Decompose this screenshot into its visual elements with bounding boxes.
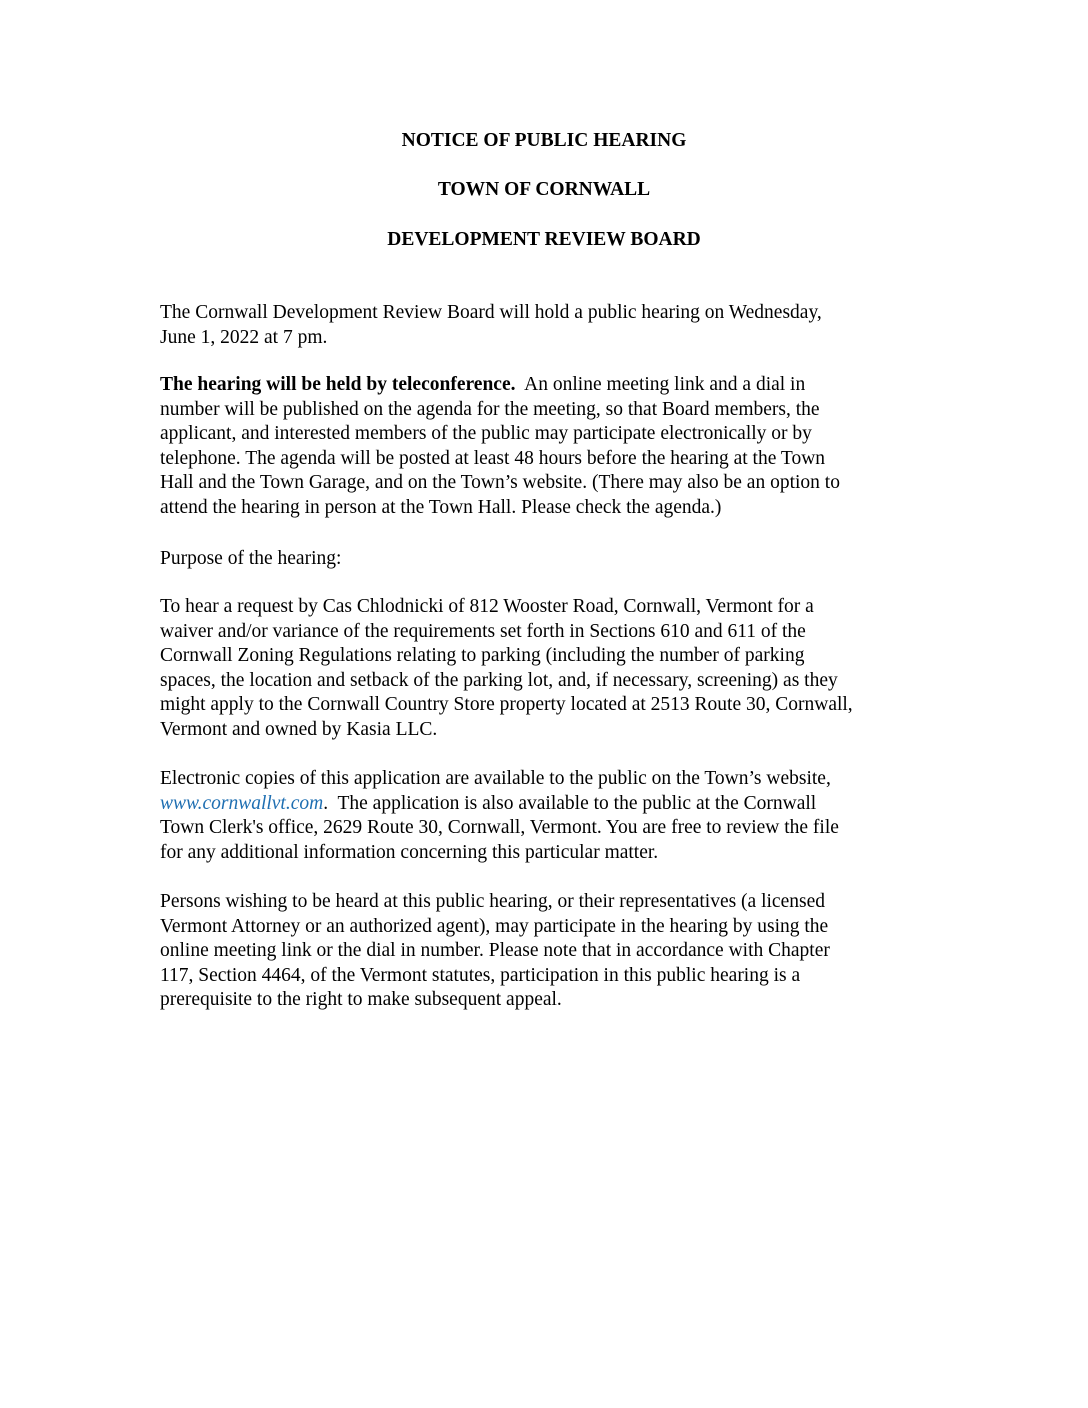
notice-title: NOTICE OF PUBLIC HEARING — [401, 130, 687, 151]
teleconference-paragraph — [160, 373, 930, 520]
purpose-line: might apply to the Cornwall Country Store property located at 2513 Route 30, Cornwall, — [160, 694, 853, 715]
teleconference-bold-lead: The hearing will be held by teleconference. — [160, 374, 516, 395]
teleconference-line: attend the hearing in person at the Town Hall. Please check the agenda.) — [160, 496, 722, 518]
persons-line: 117, Section 4464, of the Vermont statutes, participation in this public hearing is a — [160, 964, 801, 986]
board-title: DEVELOPMENT REVIEW BOARD — [387, 229, 701, 250]
persons-paragraph — [160, 890, 930, 1013]
electronic-copies-paragraph — [160, 767, 930, 865]
persons-line: prerequisite to the right to make subsequent appeal. — [160, 989, 562, 1010]
purpose-line: waiver and/or variance of the requirements set forth in Sections 610 and 611 of the — [160, 620, 806, 642]
teleconference-line: telephone. The agenda will be posted at least 48 hours before the hearing at the Town — [160, 447, 826, 469]
town-website-link[interactable]: www.cornwallvt.com — [160, 792, 324, 814]
town-title: TOWN OF CORNWALL — [437, 179, 651, 200]
teleconference-line-rest: An online meeting link and a dial in — [515, 374, 806, 395]
electronic-line-rest: . The application is also available to the public at the Cornwall — [323, 792, 817, 814]
intro-paragraph — [160, 301, 930, 350]
teleconference-line: Hall and the Town Garage, and on the Town’s website. (There may also be an option to — [160, 472, 840, 493]
electronic-line: for any additional information concerning this particular matter. — [160, 841, 659, 863]
purpose-paragraph — [160, 595, 930, 742]
purpose-line: Cornwall Zoning Regulations relating to parking (including the number of parking — [160, 645, 805, 666]
purpose-line: To hear a request by Cas Chlodnicki of 812 Wooster Road, Cornwall, Vermont for a — [160, 596, 814, 617]
electronic-line — [160, 792, 930, 817]
teleconference-line: number will be published on the agenda for the meeting, so that Board members, the — [160, 398, 820, 420]
purpose-label-text: Purpose of the hearing: — [160, 548, 342, 569]
persons-line: online meeting link or the dial in number. Please note that in accordance with Chapter — [160, 940, 830, 961]
electronic-line: Town Clerk's office, 2629 Route 30, Cornwall, Vermont. You are free to review the file — [160, 817, 839, 838]
purpose-line: spaces, the location and setback of the parking lot, and, if necessary, screening) as they — [160, 669, 838, 691]
teleconference-line — [160, 373, 930, 398]
persons-line: Persons wishing to be heard at this public hearing, or their representatives (a licensed — [160, 891, 825, 912]
purpose-line: Vermont and owned by Kasia LLC. — [160, 718, 438, 740]
teleconference-line: applicant, and interested members of the public may participate electronically or by — [160, 423, 812, 444]
intro-line: The Cornwall Development Review Board will hold a public hearing on Wednesday, — [160, 302, 822, 323]
persons-line: Vermont Attorney or an authorized agent), may participate in the hearing by using the — [160, 915, 829, 937]
purpose-label — [160, 547, 930, 572]
electronic-line: Electronic copies of this application are available to the public on the Town’s website, — [160, 768, 831, 789]
intro-line: June 1, 2022 at 7 pm. — [160, 326, 328, 348]
